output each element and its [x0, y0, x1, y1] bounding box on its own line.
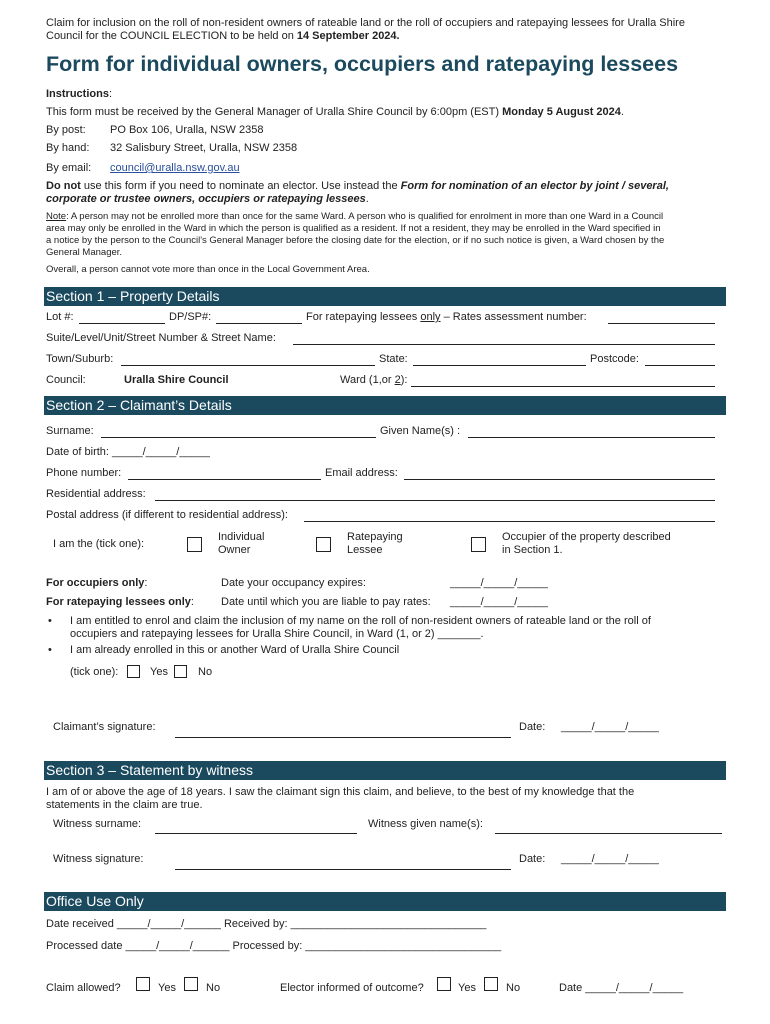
- witness-date-label: Date:: [519, 853, 546, 865]
- informed-yes-checkbox[interactable]: [437, 977, 451, 991]
- lot-field[interactable]: [79, 323, 165, 324]
- occupancy-expires-date[interactable]: _____/_____/_____: [450, 577, 548, 589]
- claimant-date-field[interactable]: _____/_____/_____: [561, 721, 659, 733]
- witness-date-field[interactable]: _____/_____/_____: [561, 853, 659, 865]
- town-field[interactable]: [121, 365, 375, 366]
- claim-allowed-no-checkbox[interactable]: [184, 977, 198, 991]
- bullet-1: •: [48, 615, 52, 627]
- occupier-checkbox[interactable]: [471, 537, 486, 552]
- liable-rates-date[interactable]: _____/_____/_____: [450, 596, 548, 608]
- claim-allowed-yes-checkbox[interactable]: [136, 977, 150, 991]
- by-post-label: By post:: [46, 124, 86, 136]
- witness-surname-field[interactable]: [155, 833, 357, 834]
- opt-occupier-line1: Occupier of the property described: [502, 531, 671, 543]
- receive-deadline: This form must be received by the General Manager of Uralla Shire Council by 6:00pm (EST) Monday 5 August 2024.: [46, 106, 624, 118]
- claim-allowed-yes-label: Yes: [158, 982, 176, 994]
- postcode-field[interactable]: [645, 365, 715, 366]
- individual-owner-checkbox[interactable]: [187, 537, 202, 552]
- rates-field[interactable]: [608, 323, 715, 324]
- council-label: Council:: [46, 374, 86, 386]
- claimant-signature-label: Claimant’s signature:: [53, 721, 156, 733]
- processed-date-line[interactable]: Processed date _____/_____/______ Processed by: ________________________________: [46, 940, 502, 952]
- by-hand-label: By hand:: [46, 142, 90, 154]
- council-value: Uralla Shire Council: [124, 374, 229, 386]
- witness-signature-label: Witness signature:: [53, 853, 144, 865]
- postcode-label: Postcode:: [590, 353, 639, 365]
- enrolled-yes-label: Yes: [150, 666, 168, 678]
- town-label: Town/Suburb:: [46, 353, 114, 365]
- form-title: Form for individual owners, occupiers and ratepaying lessees: [46, 52, 679, 76]
- claim-allowed-no-label: No: [206, 982, 221, 994]
- dp-label: DP/SP#:: [169, 311, 212, 323]
- note-line-1: Note: A person may not be enrolled more than once for the same Ward. A person who is qualified for enrolment in more than one Ward in a Council: [46, 211, 664, 222]
- liable-rates-label: Date until which you are liable to pay rates:: [221, 596, 431, 608]
- opt-individual-line2: Owner: [218, 544, 251, 556]
- witness-surname-label: Witness surname:: [53, 818, 142, 830]
- by-hand-value: 32 Salisbury Street, Uralla, NSW 2358: [110, 142, 298, 154]
- phone-label: Phone number:: [46, 467, 122, 479]
- email-link[interactable]: council@uralla.nsw.gov.au: [110, 162, 240, 174]
- opt-individual-line1: Individual: [218, 531, 265, 543]
- by-email-label: By email:: [46, 162, 92, 174]
- informed-no-checkbox[interactable]: [484, 977, 498, 991]
- claimant-signature-field[interactable]: [175, 737, 511, 738]
- entitled-line-1: I am entitled to enrol and claim the inclusion of my name on the roll of non-resident owners of rateable land or the roll of: [70, 615, 651, 627]
- ward-field[interactable]: [411, 386, 715, 387]
- enrolled-no-label: No: [198, 666, 213, 678]
- residential-field[interactable]: [155, 500, 715, 501]
- witness-statement-line-2: statements in the claim are true.: [46, 799, 203, 811]
- office-date-field[interactable]: Date _____/_____/_____: [559, 982, 684, 994]
- elector-informed-label: Elector informed of outcome?: [280, 982, 424, 994]
- donot-line-2: corporate or trustee owners, occupiers or ratepaying lessees.: [46, 193, 369, 205]
- note-line-3: a notice by the person to the Council's General Manager before the closing date for the election, or if no such notice is given, a Ward chosen by the: [46, 235, 665, 246]
- section-2-header: Section 2 – Claimant’s Details: [44, 396, 726, 415]
- entitled-line-2: occupiers and ratepaying lessees for Uralla Shire Council, in Ward (1, or 2) _______.: [70, 628, 484, 640]
- email-field[interactable]: [404, 479, 715, 480]
- already-enrolled: I am already enrolled in this or another Ward of Uralla Shire Council: [70, 644, 400, 656]
- office-use-header: Office Use Only: [44, 892, 726, 911]
- residential-label: Residential address:: [46, 488, 146, 500]
- claimant-date-label: Date:: [519, 721, 546, 733]
- postal-field[interactable]: [304, 521, 715, 522]
- surname-field[interactable]: [101, 437, 376, 438]
- opt-occupier-line2: in Section 1.: [502, 544, 563, 556]
- opt-ratepaying-line1: Ratepaying: [347, 531, 403, 543]
- occupancy-expires-label: Date your occupancy expires:: [221, 577, 366, 589]
- ward-label: Ward (1,or 2):: [340, 374, 408, 386]
- dob-field[interactable]: Date of birth: _____/_____/_____: [46, 446, 210, 458]
- witness-given-field[interactable]: [495, 833, 722, 834]
- enrolled-no-checkbox[interactable]: [174, 665, 187, 678]
- witness-given-label: Witness given name(s):: [368, 818, 483, 830]
- iam-label: I am the (tick one):: [53, 538, 145, 550]
- informed-yes-label: Yes: [458, 982, 476, 994]
- by-post-value: PO Box 106, Uralla, NSW 2358: [110, 124, 264, 136]
- street-field[interactable]: [293, 344, 715, 345]
- date-received-line[interactable]: Date received _____/_____/______ Received by: ________________________________: [46, 918, 487, 930]
- informed-no-label: No: [506, 982, 521, 994]
- postal-label: Postal address (if different to residential address):: [46, 509, 288, 521]
- note-line-2: area may only be enrolled in the Ward in which the person is qualified as a resident. If not a resident, they may be enrolled in the Ward specified in: [46, 223, 661, 234]
- occupiers-only-label: For occupiers only:: [46, 577, 148, 589]
- intro-line-1: Claim for inclusion on the roll of non-resident owners of rateable land or the roll of occupiers and ratepaying lessees for Uralla Shire: [46, 17, 685, 29]
- enrolled-yes-checkbox[interactable]: [127, 665, 140, 678]
- tick-one-label: (tick one):: [70, 666, 119, 678]
- donot-line-1: Do not use this form if you need to nominate an elector. Use instead the Form for nomination of an elector by joint / several,: [46, 180, 669, 192]
- dp-field[interactable]: [216, 323, 302, 324]
- state-field[interactable]: [413, 365, 586, 366]
- state-label: State:: [379, 353, 408, 365]
- ratepaying-lessee-checkbox[interactable]: [316, 537, 331, 552]
- note-line-4: General Manager.: [46, 247, 123, 258]
- email-label: Email address:: [325, 467, 398, 479]
- witness-statement-line-1: I am of or above the age of 18 years. I saw the claimant sign this claim, and believe, to the best of my knowledge that the: [46, 786, 635, 798]
- street-label: Suite/Level/Unit/Street Number & Street Name:: [46, 332, 276, 344]
- given-name-label: Given Name(s) :: [380, 425, 461, 437]
- ratepaying-only-label: For ratepaying lessees only:: [46, 596, 194, 608]
- section-3-header: Section 3 – Statement by witness: [44, 761, 726, 780]
- rates-label: For ratepaying lessees only – Rates assessment number:: [306, 311, 587, 323]
- witness-signature-field[interactable]: [175, 869, 511, 870]
- phone-field[interactable]: [128, 479, 321, 480]
- given-name-field[interactable]: [468, 437, 715, 438]
- section-1-header: Section 1 – Property Details: [44, 287, 726, 306]
- claim-allowed-label: Claim allowed?: [46, 982, 121, 994]
- intro-line-2: Council for the COUNCIL ELECTION to be held on 14 September 2024.: [46, 30, 400, 42]
- surname-label: Surname:: [46, 425, 94, 437]
- instructions-heading: Instructions:: [46, 88, 113, 100]
- overall-note: Overall, a person cannot vote more than once in the Local Government Area.: [46, 264, 370, 275]
- opt-ratepaying-line2: Lessee: [347, 544, 383, 556]
- bullet-2: •: [48, 644, 52, 656]
- lot-label: Lot #:: [46, 311, 74, 323]
